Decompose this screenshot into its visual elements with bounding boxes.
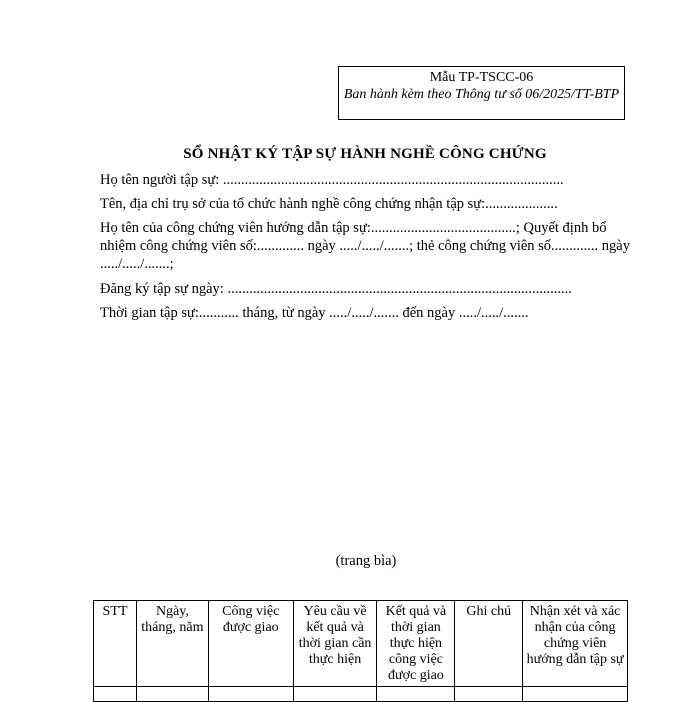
header-date: Ngày, tháng, năm [136, 601, 208, 687]
header-assigned-work: Công việc được giao [208, 601, 293, 687]
form-code-box [338, 66, 625, 120]
cover-page-note: (trang bìa) [335, 553, 397, 569]
trainee-name-field: Họ tên người tập sự: .............................................................................................. [100, 172, 564, 188]
document-title: SỔ NHẬT KÝ TẬP SỰ HÀNH NGHỀ CÔNG CHỨNG [183, 146, 547, 162]
table-row [94, 687, 628, 702]
header-stt: STT [94, 601, 137, 687]
table-cell [136, 687, 208, 702]
training-period-field: Thời gian tập sự:........... tháng, từ ngày ...../...../....... đến ngày ...../...../....... [100, 305, 529, 321]
supervisor-field: Họ tên của công chứng viên hướng dẫn tập sự:........................................; Quyết định bổ nhiệm công chứng viên số:............. ngày ...../...../.......; thẻ công chứng viên số............. ngày ...../...../.......; [100, 220, 630, 272]
header-requirements: Yêu cầu về kết quả và thời gian cần thực hiện [293, 601, 377, 687]
trainee-info-section [100, 171, 632, 322]
table-cell [293, 687, 377, 702]
table-header-row [94, 601, 628, 687]
registration-date-field: Đăng ký tập sự ngày: ............................................................................................... [100, 281, 572, 297]
header-notes: Ghi chú [455, 601, 523, 687]
issued-by-note: Ban hành kèm theo Thông tư số 06/2025/TT-BTP [343, 87, 620, 102]
organization-field: Tên, địa chỉ trụ sở của tổ chức hành nghề công chứng nhận tập sự:.................... [100, 196, 558, 212]
table-cell [455, 687, 523, 702]
form-code: Mẫu TP-TSCC-06 [429, 70, 534, 85]
training-log-table [93, 600, 628, 702]
table-cell [94, 687, 137, 702]
header-results: Kết quả và thời gian thực hiện công việc được giao [377, 601, 455, 687]
table-cell [523, 687, 628, 702]
header-supervisor-comments: Nhận xét và xác nhận của công chứng viên hướng dẫn tập sự [523, 601, 628, 687]
table-cell [377, 687, 455, 702]
table-cell [208, 687, 293, 702]
